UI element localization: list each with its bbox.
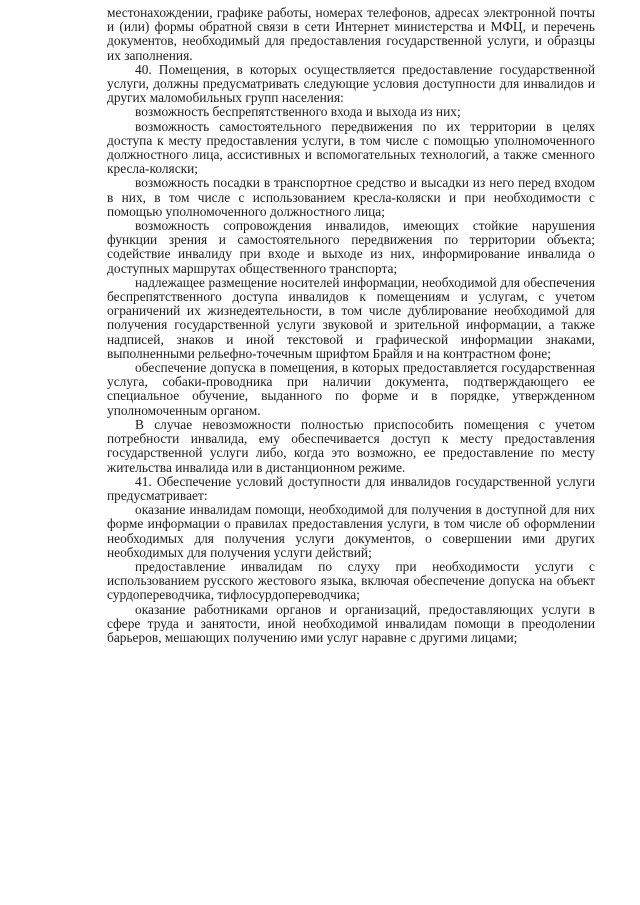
paragraph-guide-dog: обеспечение допуска в помещения, в которых предоставляется государственная услуга, собаки-проводника при наличии документа, подтверждающего ее специальное обучение, выданного по форме и в порядке, утвержденном уполномоченным органом. (107, 360, 595, 418)
paragraph-transport: возможность посадки в транспортное средство и высадки из него перед входом в них, в том числе с использованием кресла-коляски и при необходимости с помощью уполномоченного должностного лица; (107, 175, 595, 219)
paragraph-barriers: оказание работниками органов и организаций, предоставляющих услуги в сфере труда и занятости, иной необходимой инвалидам помощи в преодолении барьеров, мешающих получению ими услуг наравне с другими лицами; (107, 601, 595, 645)
document-body (107, 6, 595, 645)
paragraph-assistance: оказание инвалидам помощи, необходимой для получения в доступной для них форме информации о правилах предоставления услуги, в том числе об оформлении необходимых для получения услуги документов, о совершении ими других необходимых для получения услуги действий; (107, 502, 595, 560)
paragraph-continuation: местонахождении, графике работы, номерах телефонов, адресах электронной почты и (или) формы обратной связи в сети Интернет министерства и МФЦ, и перечень документов, необходимый для предоставления государственной услуги, и образцы их заполнения. (107, 5, 595, 63)
paragraph-entry-access: возможность беспрепятственного входа и выхода из них; (135, 104, 461, 120)
paragraph-41: 41. Обеспечение условий доступности для инвалидов государственной услуги предусматривает: (107, 473, 595, 503)
paragraph-impossibility: В случае невозможности полностью приспособить помещения с учетом потребности инвалида, ему обеспечивается доступ к месту предоставления государственной услуги либо, когда это возможно, ее предоставление по месту жительства инвалида или в дистанционном режиме. (107, 416, 595, 475)
paragraph-40: 40. Помещения, в которых осуществляется предоставление государственной услуги, должны предусматривать следующие условия доступности для инвалидов и других маломобильных групп населения: (107, 61, 595, 106)
paragraph-sign-language: предоставление инвалидам по слуху при необходимости услуги с использованием русского жестового языка, включая обеспечение допуска на объект сурдопереводчика, тифлосурдопереводчика; (107, 558, 595, 603)
paragraph-information: надлежащее размещение носителей информации, необходимой для обеспечения беспрепятственного доступа инвалидов к помещениям и услугам, с учетом ограничений их жизнедеятельности, в том числе дублирование необходимой для получения государственной услуги звуковой и зрительной информации, а также надписей, знаков и иной текстовой и графической информации знаками, выполненными рельефно-точечным шрифтом Брайля и на контрастном фоне; (107, 274, 595, 361)
paragraph-movement: возможность самостоятельного передвижения по их территории в целях доступа к месту предоставления услуги, в том числе с помощью уполномоченного должностного лица, ассистивных и вспомогательных технологий, а также сменного кресла-коляски; (107, 118, 595, 177)
paragraph-escort: возможность сопровождения инвалидов, имеющих стойкие нарушения функции зрения и самостоятельного передвижения по территории объекта; содействие инвалиду при входе и выходе из них, информирование инвалида о доступных маршрутах общественного транспорта; (107, 218, 595, 276)
